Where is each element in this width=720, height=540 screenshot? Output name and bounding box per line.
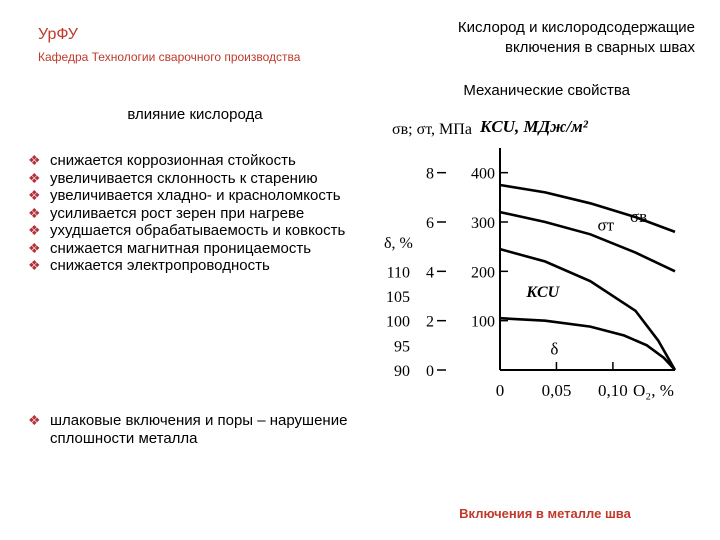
- diamond-bullet-icon: ❖: [28, 187, 41, 203]
- x-tick-label: 0: [495, 381, 505, 400]
- delta-tick-label: 95: [394, 338, 410, 356]
- series-label: σт: [597, 215, 615, 235]
- list-item-text: снижается магнитная проницаемость: [50, 239, 312, 257]
- series-line-3: [500, 318, 675, 370]
- list-item-text: шлаковые включения и поры – нарушение сплошности металла: [50, 412, 348, 447]
- delta-tick-label: 110: [386, 264, 410, 282]
- oxygen-effects-list: [28, 152, 388, 275]
- kcu-tick-label: 4: [426, 264, 434, 282]
- list-item-text: увеличивается склонность к старению: [50, 169, 318, 187]
- list-item: [28, 170, 388, 188]
- diamond-bullet-icon: ❖: [28, 152, 41, 168]
- kcu-tick-label: 6: [426, 215, 434, 232]
- organization-name: УрФУ: [38, 26, 78, 43]
- ylabel-stress: σв; σт, МПа: [392, 121, 472, 138]
- slide-title-line2: включения в сварных швах: [504, 39, 695, 56]
- diamond-bullet-icon: ❖: [28, 239, 41, 256]
- delta-tick-label: 105: [386, 289, 410, 306]
- section-subtitle: Механические свойства: [463, 82, 630, 99]
- inclusions-list: [28, 412, 388, 447]
- diamond-bullet-icon: ❖: [28, 169, 41, 186]
- list-item-text: снижается коррозионная стойкость: [50, 152, 296, 169]
- stress-tick-label: 100: [471, 313, 495, 331]
- list-item: [28, 240, 388, 258]
- diamond-bullet-icon: ❖: [28, 204, 41, 221]
- series-label: δ: [550, 339, 559, 359]
- oxygen-effects-heading: влияние кислорода: [127, 106, 263, 123]
- diamond-bullet-icon: ❖: [28, 257, 41, 273]
- list-item: [28, 187, 388, 205]
- series-label: KCU: [526, 284, 560, 302]
- stress-tick-label: 300: [471, 215, 495, 232]
- series-line-2: [500, 249, 675, 370]
- series-line-0: [500, 185, 675, 232]
- department-name: Кафедра Технологии сварочного производства: [38, 50, 301, 64]
- kcu-tick-label: 2: [426, 313, 434, 331]
- delta-tick-label: 90: [394, 363, 410, 380]
- list-item: [28, 257, 388, 275]
- list-item: [28, 205, 388, 223]
- kcu-tick-label: 0: [426, 363, 434, 380]
- xlabel: O₂, %: [633, 381, 674, 400]
- ylabel-kcu: KCU, МДж/м²: [480, 117, 588, 136]
- data-series: [500, 185, 675, 370]
- stress-tick-label: 200: [471, 264, 495, 282]
- x-tick-label: 0,05: [541, 381, 572, 400]
- oxygen-properties-chart: [370, 108, 715, 403]
- list-item-text: увеличивается хладно- и красноломкость: [50, 187, 341, 204]
- list-item-text: ухудшается обрабатываемость и ковкость: [50, 222, 346, 239]
- diamond-bullet-icon: ❖: [28, 412, 41, 428]
- delta-tick-label: 100: [386, 313, 410, 331]
- kcu-tick-label: 8: [426, 165, 434, 183]
- list-item: [28, 222, 388, 240]
- list-item: [28, 412, 388, 447]
- list-item-text: усиливается рост зерен при нагреве: [50, 204, 305, 222]
- series-label: σв: [630, 206, 648, 226]
- inclusions-link[interactable]: Включения в металле шва: [459, 506, 631, 521]
- ylabel-delta: δ, %: [384, 235, 413, 252]
- list-item-text: снижается электропроводность: [50, 257, 270, 274]
- x-tick-label: 0,10: [598, 381, 628, 400]
- stress-tick-label: 400: [471, 165, 495, 183]
- list-item: [28, 152, 388, 170]
- diamond-bullet-icon: ❖: [28, 222, 41, 238]
- slide-title: [395, 18, 695, 58]
- slide-title-line1: Кислород и кислородсодержащие: [457, 19, 695, 36]
